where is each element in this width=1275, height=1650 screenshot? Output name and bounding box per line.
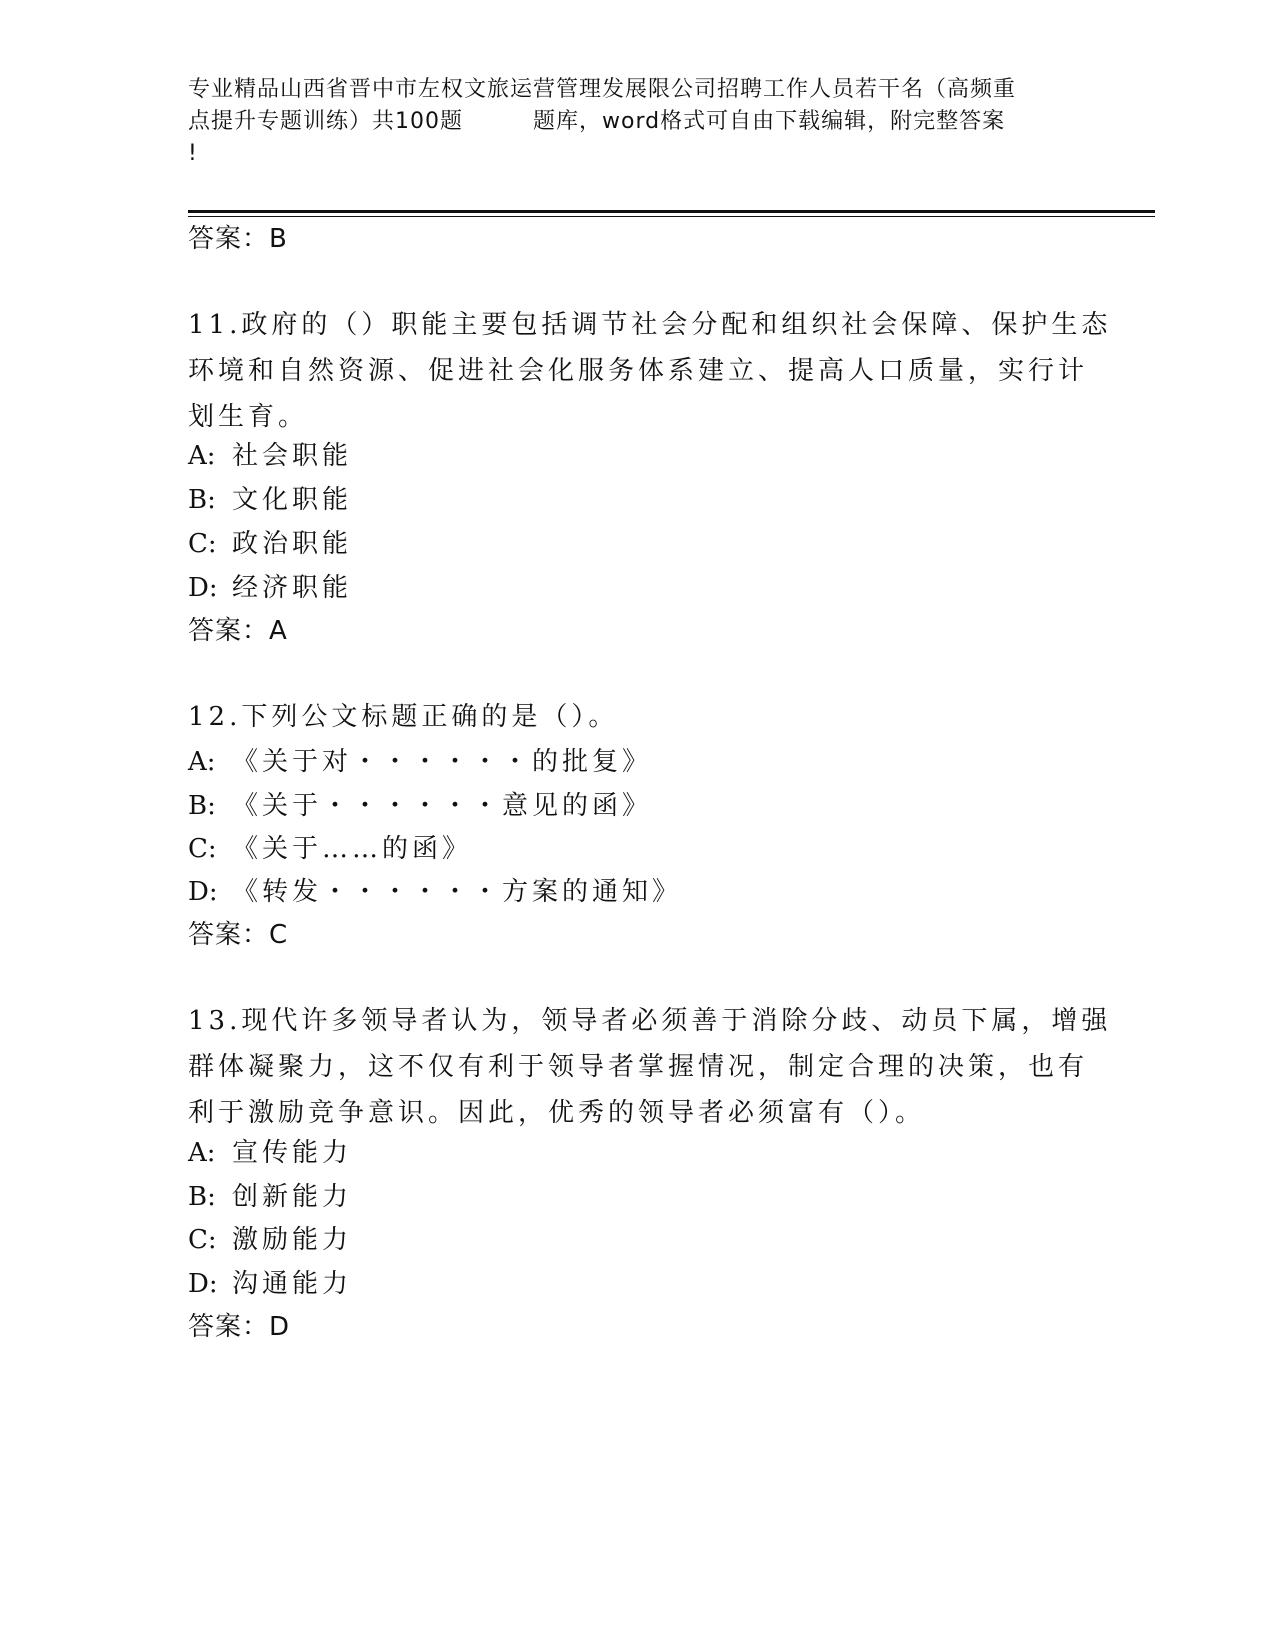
option-letter: D: — [188, 877, 218, 907]
option-a — [188, 438, 352, 474]
option-d — [188, 1266, 352, 1302]
option-d — [188, 570, 352, 606]
question-13 — [188, 998, 1112, 1136]
question-number: 13. — [188, 1006, 242, 1036]
option-d — [188, 874, 682, 910]
answer-value: D — [269, 1312, 291, 1342]
question-11 — [188, 302, 1112, 440]
header-line-2-left: 点提升专题训练）共100题 — [188, 109, 463, 134]
answer-11 — [188, 613, 288, 649]
option-text: 沟通能力 — [232, 1269, 353, 1299]
option-text: 《转发・・・・・・方案的通知》 — [232, 877, 683, 907]
question-line: 群体凝聚力，这不仅有利于领导者掌握情况，制定合理的决策，也有 — [188, 1052, 1089, 1082]
option-text: 创新能力 — [232, 1182, 353, 1212]
option-letter: A: — [188, 747, 216, 777]
option-text: 《关于・・・・・・意见的函》 — [232, 791, 653, 821]
question-line — [188, 694, 1088, 740]
answer-value: A — [269, 616, 288, 646]
option-letter: B: — [188, 1182, 216, 1212]
answer-label: 答案： — [188, 1312, 270, 1342]
option-letter: C: — [188, 834, 217, 864]
header-line-1: 专业精品山西省晋中市左权文旅运营管理发展限公司招聘工作人员若干名（高频重 — [188, 77, 1017, 102]
option-letter: A: — [188, 441, 216, 471]
option-letter: D: — [188, 573, 218, 603]
answer-prev — [188, 221, 288, 257]
option-text: 激励能力 — [232, 1225, 353, 1255]
question-number: 12. — [188, 702, 242, 732]
option-b — [188, 788, 652, 824]
question-text: 下列公文标题正确的是（）。 — [241, 702, 619, 732]
question-line: 利于激励竞争意识。因此，优秀的领导者必须富有（）。 — [188, 1098, 926, 1128]
header-rule-thin — [188, 216, 1155, 217]
option-c — [188, 526, 352, 562]
option-c — [188, 831, 472, 867]
option-letter: C: — [188, 1225, 217, 1255]
option-text: 《关于对・・・・・・的批复》 — [232, 747, 653, 777]
question-text: 现代许多领导者认为，领导者必须善于消除分歧、动员下属，增强 — [241, 1006, 1112, 1036]
option-c — [188, 1222, 352, 1258]
option-letter: B: — [188, 791, 216, 821]
option-text: 社会职能 — [232, 441, 353, 471]
answer-value: B — [269, 224, 288, 254]
option-letter: B: — [188, 485, 216, 515]
question-12 — [188, 694, 1088, 740]
option-text: 文化职能 — [232, 485, 353, 515]
option-b — [188, 1179, 352, 1215]
question-text: 政府的（）职能主要包括调节社会分配和组织社会保障、保护生态 — [241, 310, 1112, 340]
answer-13 — [188, 1309, 290, 1345]
document-header — [188, 74, 1088, 170]
question-line — [188, 302, 1112, 348]
option-text: 经济职能 — [232, 573, 353, 603]
answer-label: 答案： — [188, 920, 270, 950]
option-text: 宣传能力 — [232, 1138, 353, 1168]
question-line: 环境和自然资源、促进社会化服务体系建立、提高人口质量，实行计 — [188, 356, 1089, 386]
option-a — [188, 1135, 352, 1171]
option-letter: A: — [188, 1138, 216, 1168]
header-line-2-right: 题库，word格式可自由下载编辑，附完整答案 — [533, 109, 1006, 134]
answer-label: 答案： — [188, 224, 270, 254]
option-a — [188, 744, 652, 780]
header-rule-thick — [188, 210, 1155, 213]
header-line-3: ! — [188, 141, 198, 166]
question-number: 11. — [188, 310, 242, 340]
option-letter: C: — [188, 529, 217, 559]
option-text: 《关于……的函》 — [232, 834, 473, 864]
option-text: 政治职能 — [232, 529, 353, 559]
question-line — [188, 998, 1112, 1044]
question-line: 划生育。 — [188, 402, 309, 432]
answer-label: 答案： — [188, 616, 270, 646]
answer-12 — [188, 917, 288, 953]
option-b — [188, 482, 352, 518]
header-line-2 — [188, 106, 1088, 138]
option-letter: D: — [188, 1269, 218, 1299]
answer-value: C — [269, 920, 289, 950]
